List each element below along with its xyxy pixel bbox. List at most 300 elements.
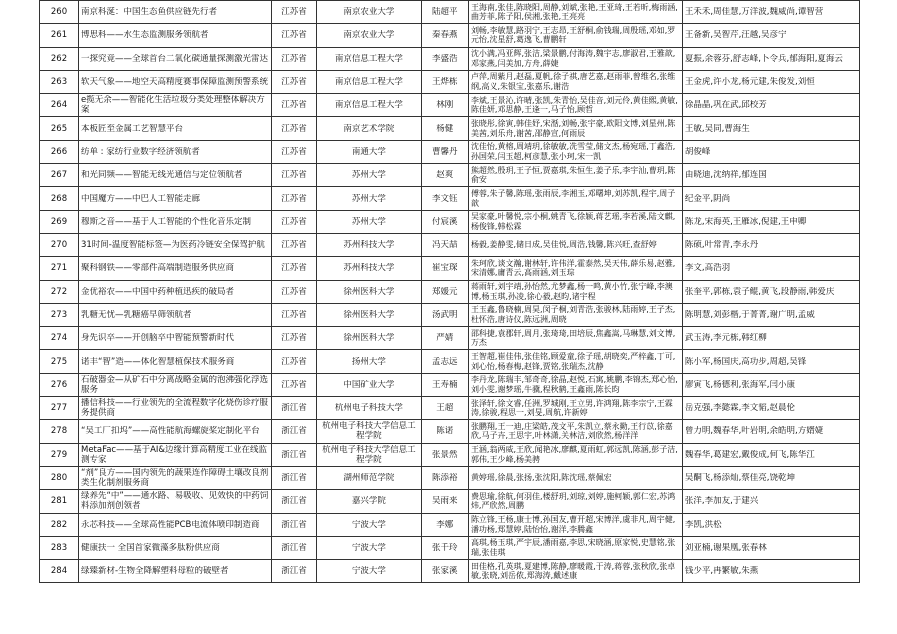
tutors-text: 王金虎,许小龙,杨元建,朱俊发,刘恒 — [684, 77, 815, 88]
table-row — [40, 397, 860, 420]
province-text: 江苏省 — [281, 30, 307, 41]
cell-members — [468, 303, 682, 326]
province-text: 浙江省 — [281, 449, 307, 460]
cell-row-number — [40, 210, 79, 233]
members-text: 卢萍,周紫月,赵磊,夏帆,徐子祺,唐艺嘉,赵雨菲,曾维名,张维纲,高义,朱银宝,张嘉乐,谢浩 — [470, 72, 676, 92]
school-text: 南京信息工程大学 — [334, 77, 403, 88]
cell-province — [271, 47, 316, 70]
project-name-text: e揽无余——智能化生活垃圾分类处理整体解决方案 — [80, 95, 265, 116]
cell-leader — [421, 350, 468, 373]
cell-row-number — [40, 70, 79, 93]
project-name-text: 本板匠至金属工艺智慧平台 — [80, 123, 183, 134]
project-name-text: 石破器金—从矿石中分离战略金属的泡沸强化浮选服务 — [80, 374, 268, 395]
cell-project-name — [78, 513, 271, 536]
cell-tutors — [682, 280, 859, 303]
tutors-text: 张奎平,郭栋,袁子鲲,黄飞,段静雨,韩爱庆 — [684, 286, 835, 297]
project-name-text: 穆斯之音——基于人工智能的个性化音乐定制 — [80, 216, 251, 227]
cell-leader — [421, 397, 468, 420]
school-text: 徐州医科大学 — [343, 333, 395, 344]
cell-tutors — [682, 397, 859, 420]
province-text: 浙江省 — [281, 566, 307, 577]
tutors-text: 陈龙,宋海英,王雁冰,倪建,王申卿 — [684, 216, 807, 227]
cell-province — [271, 280, 316, 303]
cell-leader — [421, 443, 468, 466]
table-row — [40, 466, 860, 489]
cell-school — [317, 490, 421, 513]
cell-tutors — [682, 140, 859, 163]
cell-leader — [421, 560, 468, 583]
members-text: 田佳格,孔英琪,夏建博,陈静,廖暖霞,于涛,蒋蓉,张秋欣,张卓敏,张晓,刘岳侬,郑海涛,戴述康 — [470, 561, 676, 581]
tutors-text: 王禾禾,周佳慧,万洋波,魏威尚,谭智营 — [684, 7, 824, 18]
members-text: 王玉鑫,鲁晓楠,周昊,闵子桐,刘青浩,张骏林,陆雨婷,王子杰,杜怀浩,唐诗仪,陈远洲,周晓 — [470, 305, 676, 324]
members-text: 熊超然,殷玥,王子恒,贾嘉琪,朱恒生,姜子乐,李宇汕,曹玥,陈俞安 — [470, 165, 676, 185]
table-row — [40, 94, 860, 117]
cell-school — [317, 327, 421, 350]
cell-row-number — [40, 513, 79, 536]
leader-text: 李娜 — [436, 519, 454, 530]
table-row — [40, 233, 860, 256]
cell-tutors — [682, 466, 859, 489]
tutors-text: 陈硕,叶常青,李永丹 — [684, 240, 759, 251]
row-number-text: 262 — [50, 53, 68, 64]
province-text: 江苏省 — [281, 310, 307, 320]
leader-text: 王寿楠 — [431, 379, 458, 390]
cell-members — [468, 257, 682, 280]
members-text: 黄婷瑶,徐晨,张扬,张沈阳,陈沈瑶,蔡佩宏 — [470, 473, 612, 483]
table-row — [40, 187, 860, 210]
members-text: 王海南,张佳,陈晓阳,周静,刘斌,张艳,王亚琦,王若昕,梅雨涵,曲芳菲,陈子阳,侯湘,张艳,王亮亮 — [470, 2, 678, 22]
project-name-text: 永芯科技——全球高性能PCB电流体喷印制造商 — [80, 519, 260, 530]
cell-project-name — [78, 327, 271, 350]
cell-tutors — [682, 560, 859, 583]
tutors-text: 王敏,吴同,曹海生 — [684, 123, 750, 134]
school-text: 苏州大学 — [351, 193, 386, 204]
cell-school — [317, 117, 421, 140]
tutors-text: 由晓迪,沈纳祥,郁连国 — [684, 170, 767, 181]
row-number-text: 279 — [50, 449, 68, 460]
cell-leader — [421, 303, 468, 326]
table-row — [40, 257, 860, 280]
cell-tutors — [682, 303, 859, 326]
province-text: 江苏省 — [281, 123, 307, 134]
cell-leader — [421, 420, 468, 443]
school-text: 杭州电子科技大学信息工程学院 — [322, 444, 416, 465]
cell-province — [271, 24, 316, 47]
cell-tutors — [682, 47, 859, 70]
cell-members — [468, 187, 682, 210]
row-number-text: 278 — [50, 426, 68, 437]
school-text: 南通大学 — [351, 146, 386, 157]
row-number-text: 267 — [50, 170, 68, 181]
province-text: 浙江省 — [281, 426, 307, 437]
table-row — [40, 210, 860, 233]
cell-project-name — [78, 420, 271, 443]
province-text: 江苏省 — [281, 240, 307, 251]
tutors-text: 陈小军,杨国庆,高功步,周超,吴锋 — [684, 356, 807, 367]
table-row — [40, 560, 860, 583]
cell-project-name — [78, 350, 271, 373]
leader-text: 汤武明 — [431, 310, 458, 320]
members-text: 张晓彤,徐寅,韩佳妤,宋湉,刘畅,张宇豪,欧阳文博,刘星州,陈美茜,刘乐舟,谢茜,邵静宣,何雨辰 — [470, 119, 676, 138]
table-row — [40, 513, 860, 536]
leader-text: 曹馨丹 — [431, 146, 458, 157]
cell-project-name — [78, 490, 271, 513]
cell-school — [317, 70, 421, 93]
cell-leader — [421, 1, 468, 24]
leader-text: 付宸溪 — [431, 216, 458, 227]
province-text: 江苏省 — [281, 100, 307, 111]
table-row — [40, 70, 860, 93]
cell-row-number — [40, 560, 79, 583]
cell-members — [468, 210, 682, 233]
cell-members — [468, 233, 682, 256]
leader-text: 王超 — [436, 403, 454, 414]
row-number-text: 264 — [50, 100, 68, 111]
project-name-text: 软天气象——地空天高精度赛事保障监测预警系统 — [80, 77, 268, 88]
school-text: 徐州医科大学 — [343, 286, 395, 297]
cell-province — [271, 164, 316, 187]
members-text: 张鹏翔,王一迪,庄梁皓,茂文平,朱凯立,蔡永勤,王行苡,徐嘉欣,马子卉,王思宇,叶林潇,关林洁,刘欣然,杨洋洋 — [470, 421, 673, 441]
tutors-text: 魏春华,葛建宏,戴俊成,何飞,陈华江 — [684, 449, 815, 460]
cell-leader — [421, 94, 468, 117]
province-text: 江苏省 — [281, 286, 307, 297]
table-row — [40, 443, 860, 466]
table-row — [40, 373, 860, 396]
row-number-text: 276 — [50, 379, 68, 390]
members-text: 邵科捷,袁郡轩,周月,张琦琦,田培辰,焦鑫嵩,马琳慧,刘文博,万杰 — [470, 328, 676, 348]
cell-leader — [421, 536, 468, 559]
province-text: 江苏省 — [281, 146, 307, 157]
cell-tutors — [682, 373, 859, 396]
cell-project-name — [78, 1, 271, 24]
cell-school — [317, 280, 421, 303]
table-row — [40, 420, 860, 443]
cell-province — [271, 397, 316, 420]
province-text: 江苏省 — [281, 77, 307, 88]
tutors-text: 钱少平,冉繁敏,朱燕 — [684, 566, 759, 577]
province-text: 江苏省 — [281, 193, 307, 204]
cell-row-number — [40, 233, 79, 256]
cell-members — [468, 536, 682, 559]
cell-project-name — [78, 280, 271, 303]
leader-text: 陈添裕 — [431, 473, 458, 484]
province-text: 浙江省 — [281, 496, 307, 507]
province-text: 江苏省 — [281, 7, 307, 18]
row-number-text: 260 — [50, 7, 68, 18]
cell-province — [271, 513, 316, 536]
project-name-text: 播信科技——行业领先的全流程数字化烧伤诊疗服务提供商 — [80, 398, 268, 419]
province-text: 江苏省 — [281, 379, 307, 390]
cell-province — [271, 327, 316, 350]
project-name-text: 诺丰“智”造——体化智慧植保技术服务商 — [80, 356, 235, 367]
cell-members — [468, 397, 682, 420]
cell-project-name — [78, 233, 271, 256]
project-name-text: 绿臻新材-生物全降解塑料母粒的破壁者 — [80, 566, 229, 577]
cell-row-number — [40, 117, 79, 140]
row-number-text: 272 — [50, 286, 68, 297]
project-name-text: 金优裕农——中国中药种植迅疾的破局者 — [80, 286, 234, 297]
cell-members — [468, 513, 682, 536]
row-number-text: 283 — [50, 542, 68, 553]
leader-text: 崔宝琛 — [431, 263, 458, 274]
project-name-text: 绿养先“中”——通水路、易吸收、见效快的中药饲料添加剂创领者 — [80, 491, 269, 512]
row-number-text: 265 — [50, 123, 68, 134]
cell-row-number — [40, 257, 79, 280]
row-number-text: 275 — [50, 356, 68, 367]
table-row — [40, 327, 860, 350]
cell-leader — [421, 140, 468, 163]
school-text: 南京农业大学 — [343, 30, 395, 41]
table-row — [40, 280, 860, 303]
project-name-text: 聚科钢铁——零部件高端制造服务供应商 — [80, 263, 234, 274]
row-number-text: 282 — [50, 519, 68, 530]
cell-tutors — [682, 94, 859, 117]
cell-school — [317, 94, 421, 117]
cell-leader — [421, 47, 468, 70]
cell-school — [317, 164, 421, 187]
cell-row-number — [40, 373, 79, 396]
cell-leader — [421, 164, 468, 187]
leader-text: 吴雨来 — [431, 496, 458, 507]
tutors-text: 廖寅飞,杨德利,张海军,闫小康 — [684, 379, 795, 390]
cell-leader — [421, 490, 468, 513]
cell-row-number — [40, 140, 79, 163]
cell-province — [271, 210, 316, 233]
school-text: 南京信息工程大学 — [334, 53, 403, 64]
cell-leader — [421, 24, 468, 47]
cell-members — [468, 490, 682, 513]
cell-project-name — [78, 94, 271, 117]
cell-leader — [421, 513, 468, 536]
leader-text: 张千玲 — [431, 542, 458, 553]
members-text: 张泽轩,徐文睿,任洲,罗城刚,王立男,许鸿翔,陈李宗宁,王霖涛,徐骏,程思一,刘旻,周航,许新婷 — [470, 398, 673, 418]
project-name-text: 博思科——水生态监测服务领航者 — [80, 30, 209, 41]
project-name-text: 一探究竟——全球首台二氧化碳通量探测激光雷达 — [80, 53, 268, 64]
cell-project-name — [78, 187, 271, 210]
cell-province — [271, 560, 316, 583]
cell-province — [271, 1, 316, 24]
school-text: 苏州大学 — [351, 170, 386, 181]
cell-province — [271, 233, 316, 256]
project-name-text: 和光同频——智能无线光通信与定位领航者 — [80, 170, 243, 181]
table-row — [40, 24, 860, 47]
cell-province — [271, 490, 316, 513]
cell-tutors — [682, 117, 859, 140]
cell-project-name — [78, 560, 271, 583]
province-text: 江苏省 — [281, 333, 307, 344]
project-name-text: 健康扶一 全国首家微藻多肽粉供应商 — [80, 542, 220, 553]
cell-leader — [421, 327, 468, 350]
leader-text: 郑媛元 — [431, 286, 458, 297]
cell-school — [317, 210, 421, 233]
cell-project-name — [78, 303, 271, 326]
leader-text: 孟志远 — [431, 356, 458, 367]
cell-school — [317, 513, 421, 536]
members-text: 高琪,杨玉琪,严宇辰,潘雨嘉,李思,宋晓涵,原家悦,史慧铭,张瑞,张佳琪 — [470, 538, 676, 557]
school-text: 宁波大学 — [351, 519, 386, 530]
row-number-text: 263 — [50, 77, 68, 88]
members-text: 王智超,崔佳伟,张佳铭,顾爱童,徐子瑶,胡晓奕,严梓鑫,丁可,刘心怡,杨春梅,赵锋,贾铭,张瑞杰,沈静 — [470, 352, 676, 371]
cell-leader — [421, 233, 468, 256]
cell-row-number — [40, 24, 79, 47]
table-row — [40, 1, 860, 24]
cell-school — [317, 536, 421, 559]
leader-text: 陈诺 — [436, 426, 454, 437]
cell-school — [317, 303, 421, 326]
row-number-text: 268 — [50, 193, 68, 204]
school-text: 嘉兴学院 — [351, 496, 386, 507]
cell-province — [271, 303, 316, 326]
table-row — [40, 350, 860, 373]
cell-school — [317, 47, 421, 70]
cell-tutors — [682, 210, 859, 233]
school-text: 杭州电子科技大学信息工程学院 — [322, 421, 416, 442]
cell-members — [468, 420, 682, 443]
cell-project-name — [78, 466, 271, 489]
project-name-text: 纺单 : 家纺行业数字经济领航者 — [80, 146, 200, 157]
school-text: 徐州医科大学 — [343, 310, 395, 320]
leader-text: 李文钰 — [431, 193, 458, 204]
members-text: 朱珂欣,谈文瀚,谢林轩,许伟洋,霍泰然,吴天伟,薛乐易,赵雅,宋清娜,庸青云,高雨涵,刘玉琮 — [470, 258, 676, 278]
cell-row-number — [40, 280, 79, 303]
province-text: 江苏省 — [281, 263, 307, 274]
members-text: 蒋雨轩,刘宇靖,孙怡然,尤梦鑫,杨一鸣,黄小竹,张宁峰,李澳博,杨玉琪,孙凌,徐心毅,赵昀,诸宇程 — [470, 282, 673, 301]
members-text: 吴家豪,叶馨悦,宗小桐,姚青飞,徐颖,蒋艺瑶,李若溪,陆文麒,杨俊锋,韩松霖 — [470, 212, 676, 231]
table-body — [40, 1, 860, 583]
cell-leader — [421, 70, 468, 93]
members-text: 李丹龙,陈瑞丰,邹奇奇,徐晶,赵悦,石寓,姚鹏,李锦杰,郑心怡,刘小雯,谢梦瑶,牛骥,程秋鹤,王鑫雨,陈长昀 — [470, 375, 678, 394]
cell-project-name — [78, 257, 271, 280]
school-text: 苏州大学 — [351, 216, 386, 227]
cell-province — [271, 536, 316, 559]
cell-members — [468, 350, 682, 373]
cell-school — [317, 397, 421, 420]
leader-text: 林刚 — [436, 100, 454, 111]
cell-members — [468, 443, 682, 466]
school-text: 中国矿业大学 — [343, 379, 395, 390]
members-text: 费思瑜,徐航,何羽佳,楼舒玥,刘琼,刘婷,施柯颖,郭仁宏,苏鸿炜,严欣然,周鹏 — [470, 491, 676, 511]
tutors-text: 陈明慧,刘彭楷,于菁菁,谢广明,孟威 — [684, 310, 815, 320]
project-name-text: 身先识卒——开创脑卒中智能预警新时代 — [80, 333, 234, 344]
tutors-text: 刘亚楠,谢果凰,张春林 — [684, 542, 767, 553]
cell-row-number — [40, 350, 79, 373]
tutors-text: 徐晶晶,巩在武,邱校芳 — [684, 100, 767, 111]
cell-project-name — [78, 70, 271, 93]
cell-row-number — [40, 443, 79, 466]
cell-project-name — [78, 140, 271, 163]
leader-text: 严婧 — [436, 333, 454, 344]
school-text: 宁波大学 — [351, 566, 386, 577]
cell-tutors — [682, 257, 859, 280]
cell-tutors — [682, 350, 859, 373]
leader-text: 李盛浩 — [431, 53, 458, 64]
tutors-text: 纪金平,阴尚 — [684, 193, 731, 204]
cell-members — [468, 1, 682, 24]
spreadsheet — [39, 0, 860, 606]
school-text: 苏州科技大学 — [343, 263, 395, 274]
cell-school — [317, 443, 421, 466]
cell-row-number — [40, 420, 79, 443]
project-name-text: “剂”良方——国内领先的蔬果连作障碍土壤改良剂类生化制剂服务商 — [80, 468, 269, 489]
members-text: 陈立锋,王杨,康士博,孙国友,曹开超,宋博洋,虞非凡,周宇健,潘功杨,郑慧婷,陆怡怡,谢洋,李腾鑫 — [470, 515, 676, 534]
row-number-text: 269 — [50, 216, 68, 227]
cell-members — [468, 280, 682, 303]
cell-row-number — [40, 536, 79, 559]
cell-members — [468, 466, 682, 489]
leader-text: 赵爽 — [436, 170, 454, 181]
cell-leader — [421, 210, 468, 233]
cell-school — [317, 466, 421, 489]
cell-school — [317, 420, 421, 443]
tutors-text: 武玉涛,李元栋,韩红柳 — [684, 333, 767, 344]
cell-row-number — [40, 1, 79, 24]
table-row — [40, 303, 860, 326]
cell-project-name — [78, 24, 271, 47]
cell-tutors — [682, 1, 859, 24]
cell-school — [317, 350, 421, 373]
leader-text: 王烨栋 — [431, 77, 458, 88]
table-row — [40, 140, 860, 163]
cell-school — [317, 560, 421, 583]
leader-text: 陆超平 — [431, 7, 458, 18]
project-name-text: 中国魔方——中巴人工智能走廊 — [80, 193, 200, 204]
cell-members — [468, 117, 682, 140]
project-name-text: MetaFac——基于AI&边缘计算高精度工业在线监测专家 — [80, 444, 268, 465]
row-number-text: 270 — [50, 240, 68, 251]
cell-leader — [421, 466, 468, 489]
cell-members — [468, 24, 682, 47]
cell-tutors — [682, 70, 859, 93]
cell-row-number — [40, 490, 79, 513]
cell-school — [317, 24, 421, 47]
cell-tutors — [682, 164, 859, 187]
cell-province — [271, 70, 316, 93]
tutors-text: 岳克强,李懿霖,李文韬,赵晨伦 — [684, 403, 795, 414]
cell-tutors — [682, 420, 859, 443]
row-number-text: 273 — [50, 310, 68, 320]
cell-project-name — [78, 373, 271, 396]
province-text: 浙江省 — [281, 542, 307, 553]
cell-row-number — [40, 397, 79, 420]
cell-members — [468, 70, 682, 93]
table-row — [40, 536, 860, 559]
project-name-text: 31时间-温度智能标签—为医药冷链安全保驾护航 — [80, 240, 265, 251]
province-text: 江苏省 — [281, 170, 307, 181]
province-text: 浙江省 — [281, 473, 307, 484]
school-text: 湖州师范学院 — [343, 473, 395, 484]
cell-members — [468, 47, 682, 70]
cell-province — [271, 140, 316, 163]
school-text: 南京农业大学 — [343, 7, 395, 18]
cell-row-number — [40, 94, 79, 117]
project-name-text: “吴工厂扣坞”——高性能航海螺旋桨定制化平台 — [80, 426, 260, 437]
cell-row-number — [40, 327, 79, 350]
members-text: 刘畅,李敏慧,路羽宁,王志昂,王舒桐,俞钱瑞,周殷瑶,邓如,罗元怡,沈星舒,葛逸飞,曹鹏轩 — [470, 25, 676, 45]
province-text: 江苏省 — [281, 216, 307, 227]
cell-tutors — [682, 24, 859, 47]
row-number-text: 266 — [50, 146, 68, 157]
cell-leader — [421, 187, 468, 210]
cell-project-name — [78, 397, 271, 420]
cell-leader — [421, 257, 468, 280]
cell-tutors — [682, 187, 859, 210]
cell-school — [317, 1, 421, 24]
tutors-text: 胡俊峰 — [684, 146, 711, 157]
project-table — [39, 0, 860, 583]
cell-tutors — [682, 490, 859, 513]
cell-row-number — [40, 303, 79, 326]
cell-members — [468, 560, 682, 583]
